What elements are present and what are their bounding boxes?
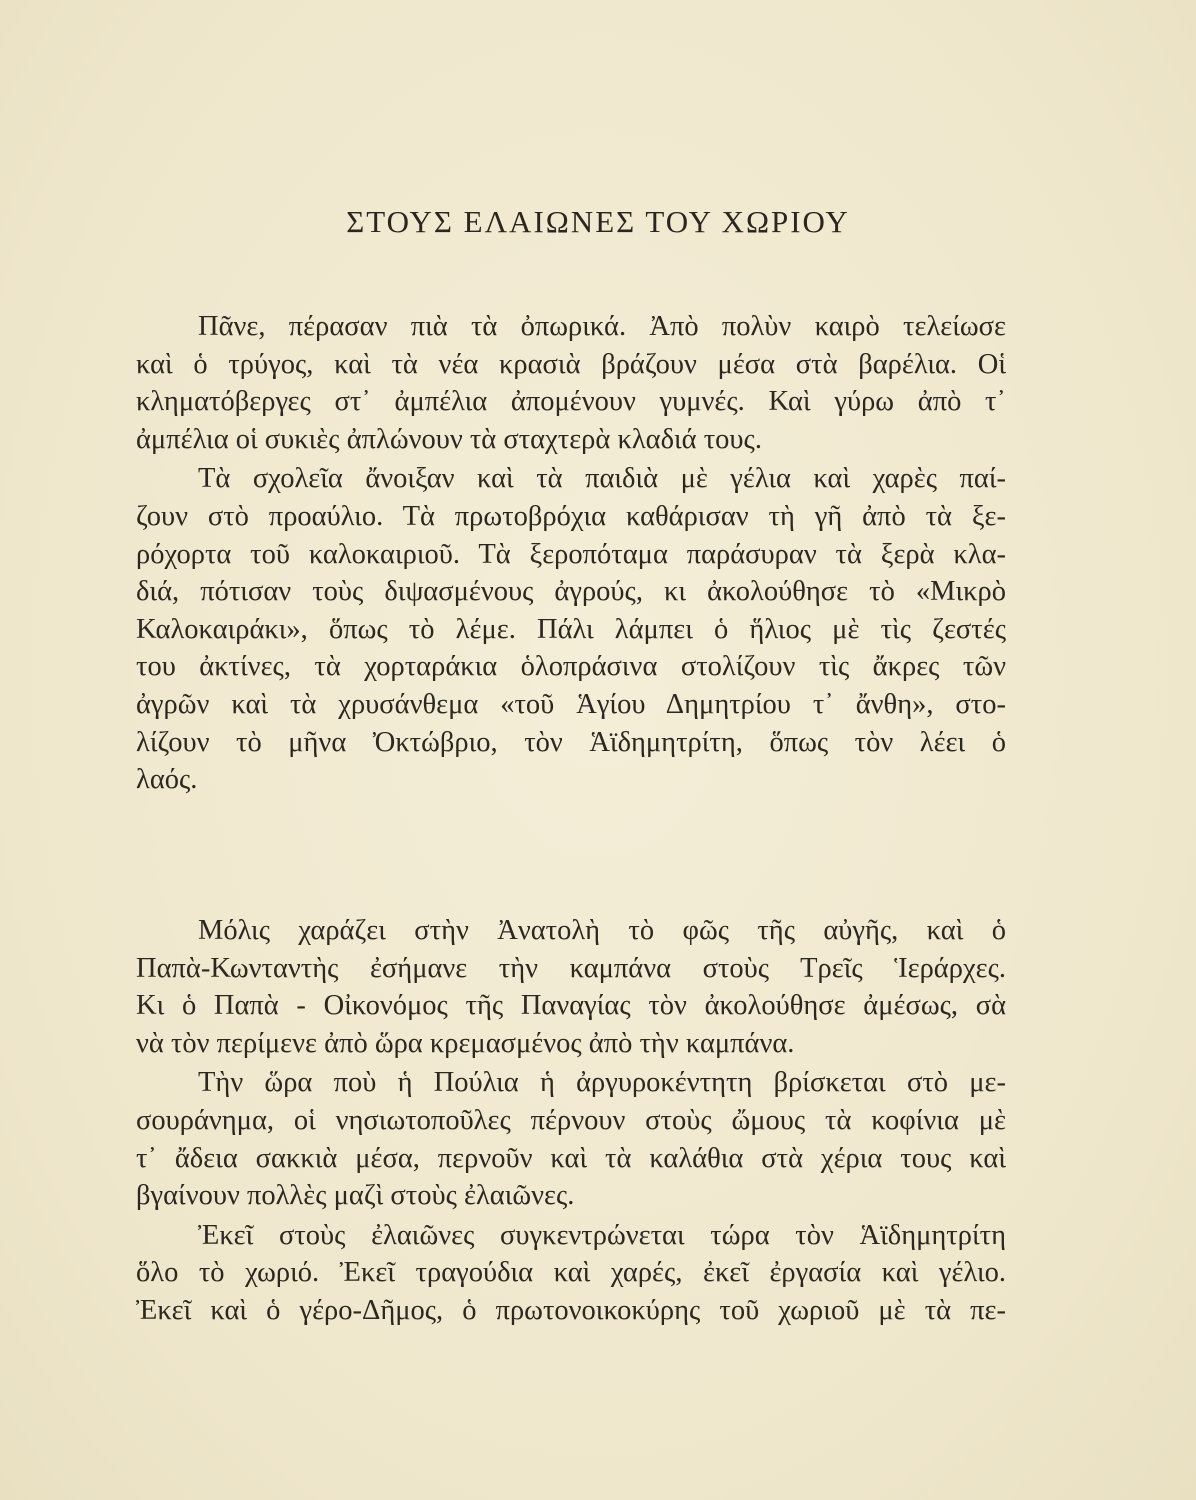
- text-line: λίζουν τὸ μῆνα Ὀκτώβριο, τὸν Ἁϊδημητρίτη, ὅπως τὸν λέει ὁ: [136, 726, 1006, 758]
- text-line: Παπὰ-Κωνταντὴς ἐσήμανε τὴν καμπάνα στοὺς Τρεῖς Ἱεράρχες.: [136, 952, 1006, 984]
- paragraph: [136, 912, 1006, 1062]
- text-line: ζουν στὸ προαύλιο. Τὰ πρωτοβρόχια καθάρισαν τὴ γῆ ἀπὸ τὰ ξε-: [136, 500, 1006, 532]
- text-line: τ᾿ ἄδεια σακκιὰ μέσα, περνοῦν καὶ τὰ καλάθια στὰ χέρια τους καὶ: [136, 1142, 1006, 1174]
- text-line: ρόχορτα τοῦ καλοκαιριοῦ. Τὰ ξεροπόταμα παράσυραν τὰ ξερὰ κλα-: [136, 538, 1006, 570]
- text-section-2: [136, 912, 1006, 1330]
- paragraph: [136, 460, 1006, 798]
- text-line: Καλοκαιράκι», ὅπως τὸ λέμε. Πάλι λάμπει ὁ ἥλιος μὲ τὶς ζεστές: [136, 613, 1006, 645]
- text-line: Κι ὁ Παπὰ - Οἰκονόμος τῆς Παναγίας τὸν ἀκολούθησε ἀμέσως, σὰ: [136, 990, 1006, 1022]
- paragraph: [136, 308, 1006, 458]
- text-line: Ἐκεῖ καὶ ὁ γέρο-Δῆμος, ὁ πρωτονοικοκύρης τοῦ χωριοῦ μὲ τὰ πε-: [136, 1294, 1006, 1326]
- text-line: ὅλο τὸ χωριό. Ἐκεῖ τραγούδια καὶ χαρές, ἐκεῖ ἐργασία καὶ γέλιο.: [136, 1257, 1006, 1289]
- text-line: Μόλις χαράζει στὴν Ἀνατολὴ τὸ φῶς τῆς αὐγῆς, καὶ ὁ: [198, 915, 1006, 946]
- text-line: Πᾶνε, πέρασαν πιὰ τὰ ὀπωρικά. Ἀπὸ πολὺν καιρὸ τελείωσε: [198, 311, 1006, 342]
- text-line: διά, πότισαν τοὺς διψασμένους ἀγρούς, κι ἀκολούθησε τὸ «Μικρὸ: [136, 576, 1006, 608]
- text-line: Ἐκεῖ στοὺς ἐλαιῶνες συγκεντρώνεται τώρα τὸν Ἁϊδημητρίτη: [198, 1219, 1006, 1251]
- paragraph: [136, 1217, 1006, 1330]
- text-line: ἀγρῶν καὶ τὰ χρυσάνθεμα «τοῦ Ἁγίου Δημητρίου τ᾿ ἄνθη», στο-: [136, 688, 1006, 720]
- text-line: κληματόβεργες στ᾿ ἀμπέλια ἀπομένουν γυμνές. Καὶ γύρω ἀπὸ τ᾿: [136, 386, 1006, 418]
- text-line: νὰ τὸν περίμενε ἀπὸ ὥρα κρεμασμένος ἀπὸ τὴν καμπάνα.: [136, 1027, 795, 1059]
- text-line: σουράνημα, οἱ νησιωτοποῦλες πέρνουν στοὺς ὤμους τὰ κοφίνια μὲ: [136, 1104, 1006, 1136]
- text-line: βγαίνουν πολλὲς μαζὶ στοὺς ἐλαιῶνες.: [136, 1180, 575, 1212]
- chapter-title: ΣΤΟΥΣ ΕΛΑΙΩΝΕΣ ΤΟΥ ΧΩΡΙΟΥ: [346, 204, 850, 239]
- text-line: ἀμπέλια οἱ συκιὲς ἀπλώνουν τὰ σταχτερὰ κλαδιά τους.: [136, 423, 762, 455]
- text-line: του ἀκτίνες, τὰ χορταράκια ὁλοπράσινα στολίζουν τὶς ἄκρες τῶν: [136, 651, 1006, 683]
- text-section-1: [136, 308, 1006, 799]
- paragraph: [136, 1064, 1006, 1214]
- text-line: λαός.: [136, 764, 198, 796]
- text-line: Τὰ σχολεῖα ἄνοιξαν καὶ τὰ παιδιὰ μὲ γέλια καὶ χαρὲς παί-: [198, 463, 1006, 495]
- text-line: καὶ ὁ τρύγος, καὶ τὰ νέα κρασιὰ βράζουν μέσα στὰ βαρέλια. Οἱ: [136, 348, 1006, 380]
- text-line: Τὴν ὥρα ποὺ ἡ Πούλια ἡ ἀργυροκέντητη βρίσκεται στὸ με-: [198, 1067, 1006, 1099]
